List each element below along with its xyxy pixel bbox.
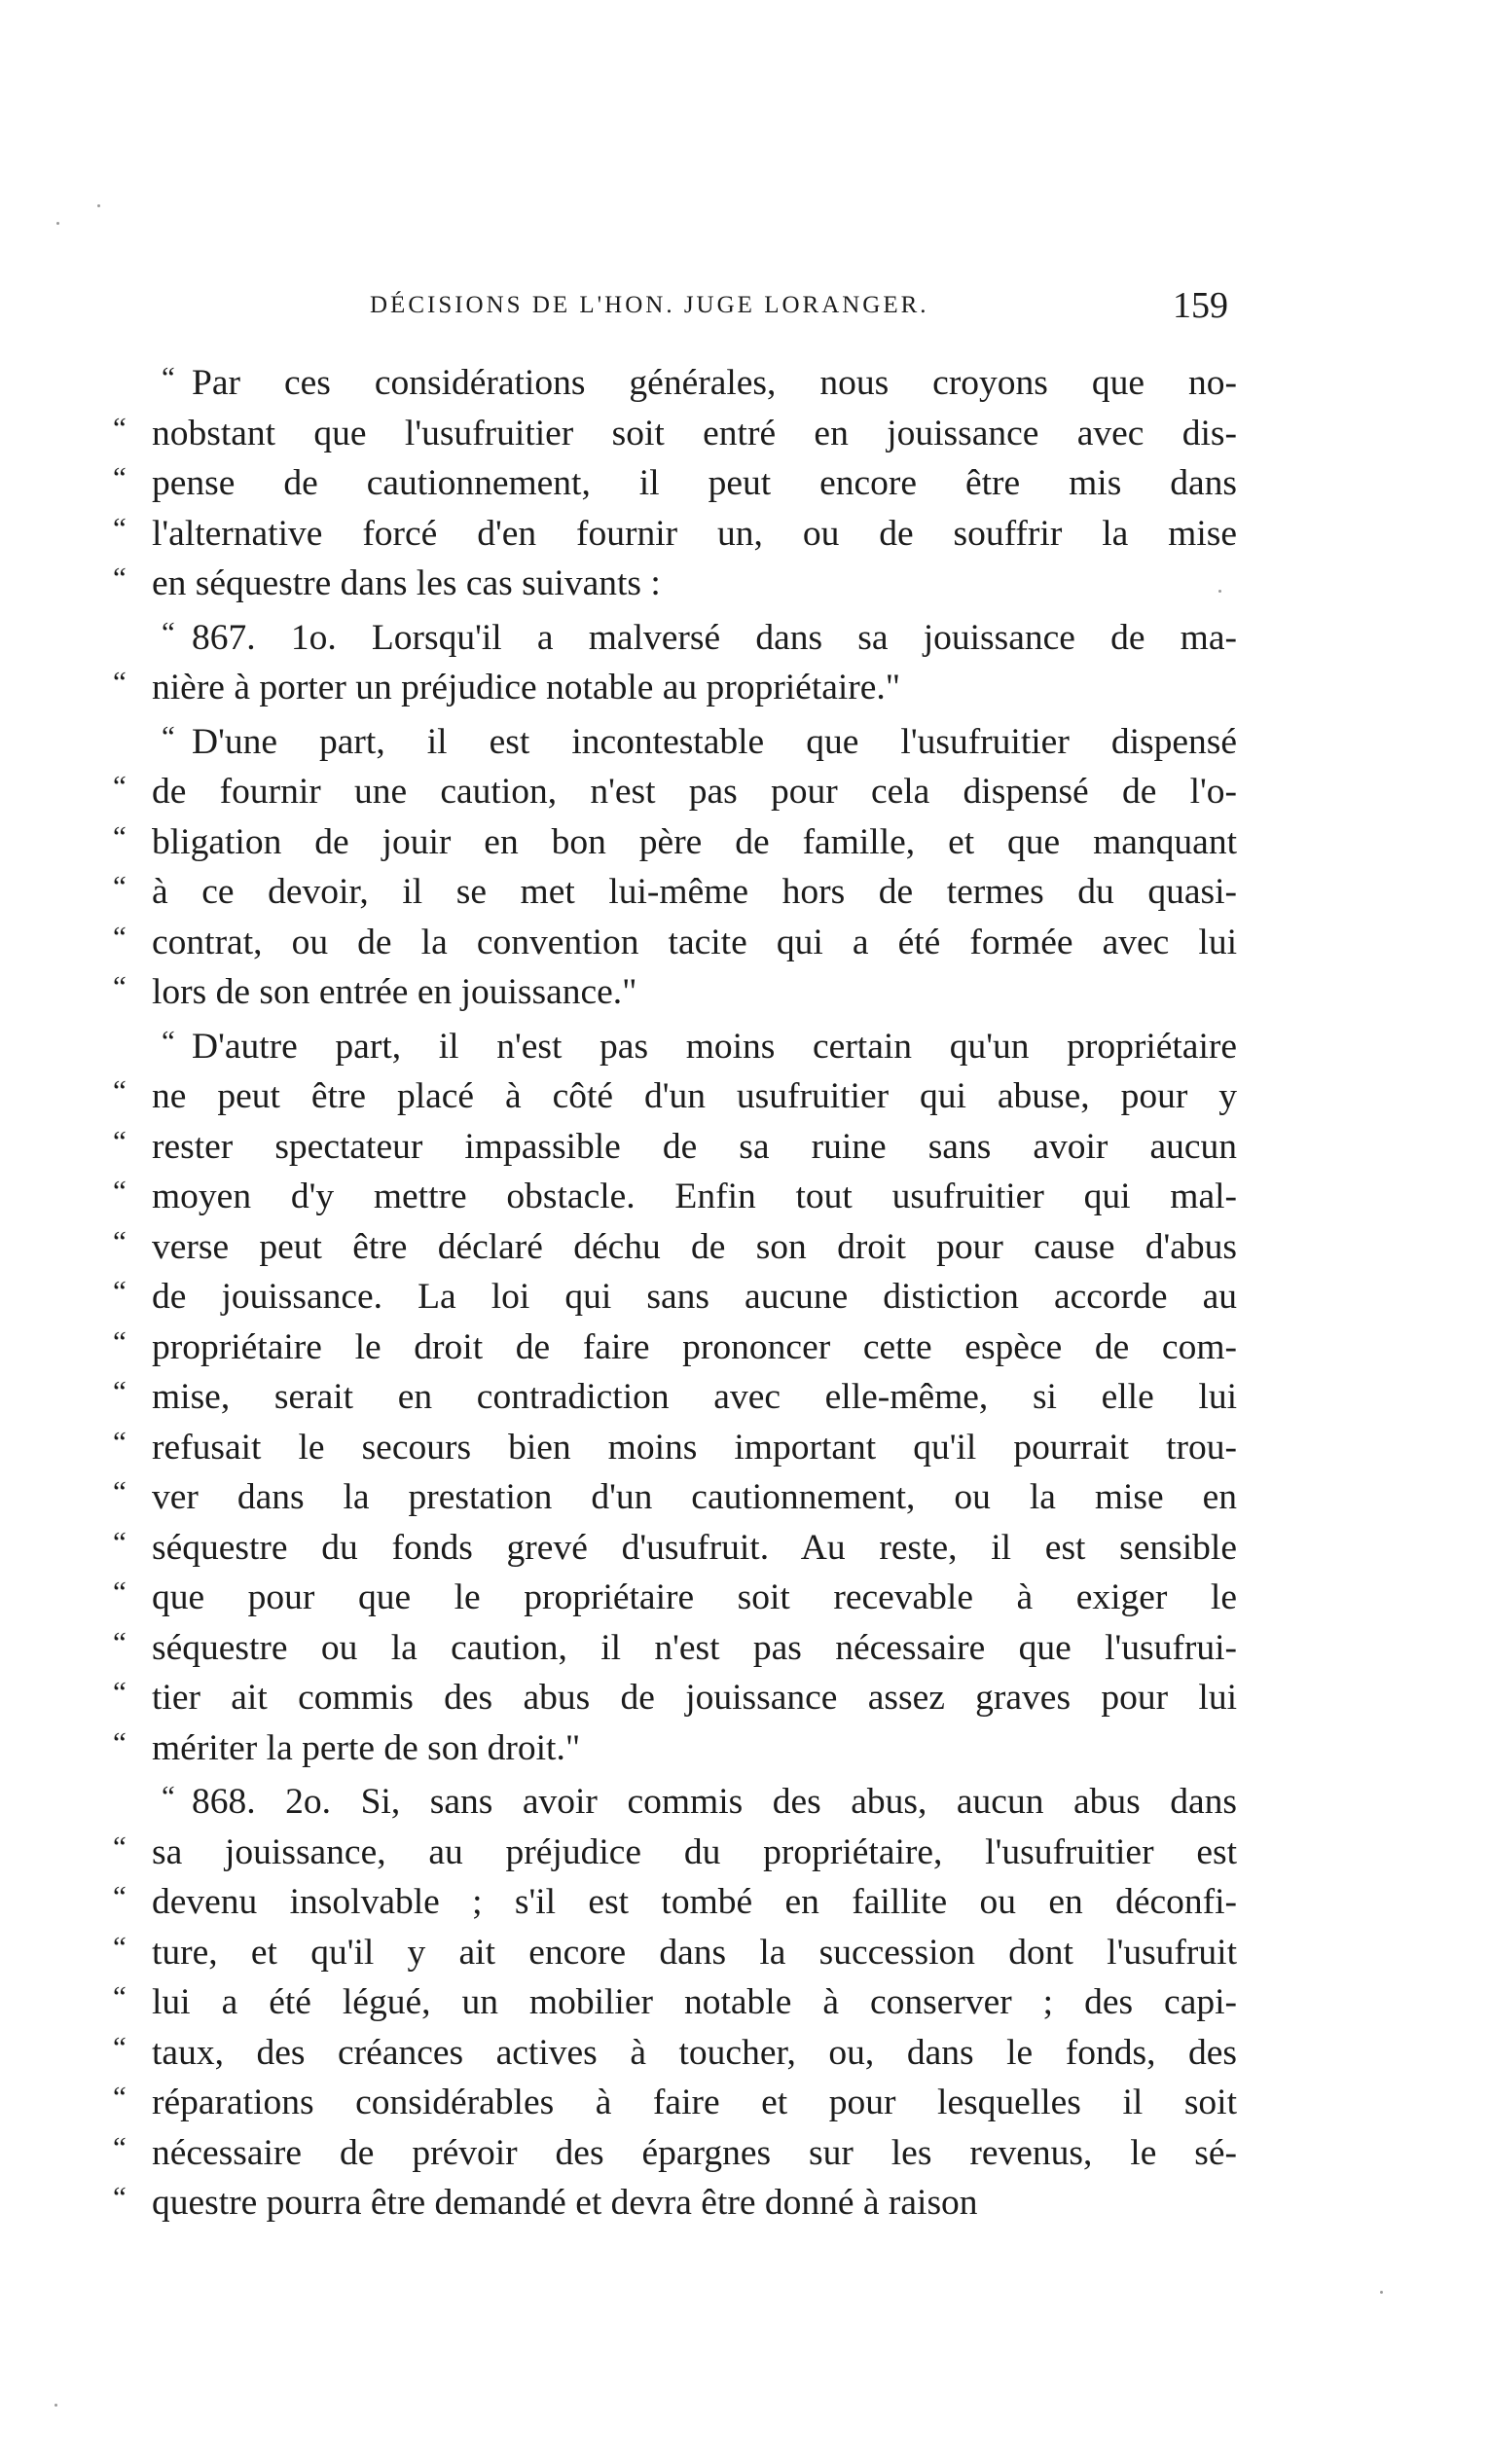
text-line <box>113 2028 1237 2079</box>
line-text: verse peut être déclaré déchu de son droit pour cause d'abus <box>152 1226 1237 1267</box>
line-text: que pour que le propriétaire soit recevable à exiger le <box>152 1577 1237 1617</box>
quote-mark: “ <box>113 510 127 545</box>
line-text: devenu insolvable ; s'il est tombé en faillite ou en déconfi- <box>152 1882 1237 1922</box>
line-text: contrat, ou de la convention tacite qui a été formée avec lui <box>152 922 1237 962</box>
line-text: lors de son entrée en jouissance." <box>152 972 637 1012</box>
text-line <box>113 1071 1237 1122</box>
quote-mark: “ <box>113 818 127 853</box>
text-line <box>113 817 1237 868</box>
line-text: questre pourra être demandé et devra être donné à raison <box>152 2183 978 2223</box>
paper-speck <box>55 2404 57 2407</box>
line-text: 868. 2o. Si, sans avoir commis des abus, aucun abus dans <box>192 1782 1237 1822</box>
quote-mark: “ <box>113 1624 127 1659</box>
text-line <box>113 918 1237 968</box>
quote-mark: “ <box>113 2129 127 2164</box>
quote-mark: “ <box>113 1274 127 1308</box>
text-line <box>113 1828 1237 1878</box>
paragraph <box>113 1022 1237 1774</box>
text-line <box>113 1877 1237 1928</box>
quote-mark: “ <box>113 561 127 595</box>
paragraph <box>113 717 1237 1018</box>
text-line <box>113 2128 1237 2179</box>
line-text: nobstant que l'usufruitier soit entré en jouissance avec dis- <box>152 413 1237 453</box>
text-line <box>113 1977 1237 2028</box>
line-text: tier ait commis des abus de jouissance assez graves pour lui <box>152 1678 1237 1718</box>
line-text: refusait le secours bien moins important qu'il pourrait trou- <box>152 1427 1237 1468</box>
line-text: rester spectateur impassible de sa ruine sans avoir aucun <box>152 1126 1237 1167</box>
line-text: ture, et qu'il y ait encore dans la succession dont l'usufruit <box>152 1932 1237 1973</box>
quote-mark: “ <box>113 869 127 903</box>
running-head: DÉCISIONS DE L'HON. JUGE LORANGER. <box>370 292 929 318</box>
text-line <box>113 1777 1237 1828</box>
quote-mark: “ <box>113 1675 127 1709</box>
paragraph <box>113 1777 1237 2228</box>
quote-mark: “ <box>162 718 175 753</box>
quote-mark: “ <box>113 1724 127 1759</box>
paper-speck <box>1218 590 1221 593</box>
quote-mark: “ <box>162 614 175 649</box>
quote-mark: “ <box>113 1575 127 1609</box>
quote-mark: “ <box>113 1174 127 1208</box>
line-text: D'une part, il est incontestable que l'usufruitier dispensé <box>192 721 1237 762</box>
line-text: ver dans la prestation d'un cautionnement, ou la mise en <box>152 1477 1237 1517</box>
line-text: de jouissance. La loi qui sans aucune distiction accorde au <box>152 1277 1237 1317</box>
quote-mark: “ <box>113 460 127 494</box>
text-line <box>113 559 1237 609</box>
text-line <box>113 1723 1237 1774</box>
text-line <box>113 1472 1237 1523</box>
text-line <box>113 1323 1237 1373</box>
line-text: D'autre part, il n'est pas moins certain qu'un propriétaire <box>192 1026 1237 1067</box>
line-text: moyen d'y mettre obstacle. Enfin tout usufruitier qui mal- <box>152 1177 1237 1216</box>
quote-mark: “ <box>113 2080 127 2114</box>
paragraph <box>113 358 1237 609</box>
quote-mark: “ <box>113 1879 127 1913</box>
text-line <box>113 717 1237 768</box>
page-number: 159 <box>1173 285 1228 326</box>
line-text: en séquestre dans les cas suivants : <box>152 563 661 603</box>
text-line <box>113 1623 1237 1674</box>
quote-mark: “ <box>113 665 127 699</box>
line-text: pense de cautionnement, il peut encore être mis dans <box>152 463 1237 503</box>
quote-mark: “ <box>113 1374 127 1408</box>
text-line <box>113 1172 1237 1222</box>
text-line <box>113 2178 1237 2228</box>
line-text: mise, serait en contradiction avec elle-même, si elle lui <box>152 1377 1237 1417</box>
quote-mark: “ <box>113 1073 127 1107</box>
quote-mark: “ <box>113 1829 127 1864</box>
quote-mark: “ <box>113 1424 127 1459</box>
text-line <box>113 1423 1237 1473</box>
quote-mark: “ <box>113 1323 127 1359</box>
line-text: mériter la perte de son droit." <box>152 1727 581 1768</box>
quote-mark: “ <box>113 2029 127 2064</box>
body-text <box>113 358 1237 2228</box>
text-line <box>113 2078 1237 2128</box>
page-header <box>302 284 1236 333</box>
line-text: ne peut être placé à côté d'un usufruitier qui abuse, pour y <box>152 1076 1237 1116</box>
text-line <box>113 409 1237 459</box>
text-line <box>113 509 1237 560</box>
text-line <box>113 1573 1237 1623</box>
text-line <box>113 1673 1237 1723</box>
text-line <box>113 867 1237 918</box>
line-text: Par ces considérations générales, nous croyons que no- <box>192 363 1237 403</box>
text-line <box>113 663 1237 713</box>
line-text: sa jouissance, au préjudice du propriétaire, l'usufruitier est <box>152 1831 1237 1872</box>
text-line <box>113 767 1237 817</box>
line-text: propriétaire le droit de faire prononcer cette espèce de com- <box>152 1326 1237 1367</box>
quote-mark: “ <box>113 2180 127 2214</box>
quote-mark: “ <box>162 360 175 394</box>
line-text: nécessaire de prévoir des épargnes sur les revenus, le sé- <box>152 2132 1237 2173</box>
line-text: taux, des créances actives à toucher, ou, dans le fonds, des <box>152 2032 1237 2073</box>
text-line <box>113 1222 1237 1273</box>
quote-mark: “ <box>162 1779 175 1813</box>
text-line <box>113 1272 1237 1323</box>
text-line <box>113 1372 1237 1423</box>
paper-speck <box>1380 2291 1383 2294</box>
quote-mark: “ <box>113 1524 127 1559</box>
text-line <box>113 358 1237 409</box>
text-line <box>113 458 1237 509</box>
quote-mark: “ <box>113 410 127 445</box>
text-line <box>113 1523 1237 1574</box>
text-line <box>113 613 1237 664</box>
text-line <box>113 1122 1237 1173</box>
text-line <box>113 1928 1237 1978</box>
quote-mark: “ <box>113 1123 127 1158</box>
text-line <box>113 967 1237 1018</box>
quote-mark: “ <box>113 1979 127 2013</box>
line-text: 867. 1o. Lorsqu'il a malversé dans sa jouissance de ma- <box>192 617 1237 658</box>
text-line <box>113 1022 1237 1072</box>
line-text: lui a été légué, un mobilier notable à conserver ; des capi- <box>152 1982 1237 2022</box>
paper-speck <box>56 222 59 225</box>
quote-mark: “ <box>113 769 127 803</box>
line-text: séquestre du fonds grevé d'usufruit. Au reste, il est sensible <box>152 1527 1237 1568</box>
line-text: l'alternative forcé d'en fournir un, ou de souffrir la mise <box>152 513 1237 554</box>
quote-mark: “ <box>162 1023 175 1058</box>
quote-mark: “ <box>113 1474 127 1508</box>
line-text: séquestre ou la caution, il n'est pas nécessaire que l'usufrui- <box>152 1627 1237 1668</box>
line-text: de fournir une caution, n'est pas pour cela dispensé de l'o- <box>152 772 1237 812</box>
quote-mark: “ <box>113 1223 127 1258</box>
line-text: à ce devoir, il se met lui-même hors de termes du quasi- <box>152 872 1237 912</box>
paragraph <box>113 613 1237 713</box>
quote-mark: “ <box>113 969 127 1003</box>
quote-mark: “ <box>113 1929 127 1964</box>
quote-mark: “ <box>113 919 127 954</box>
paper-speck <box>97 204 100 207</box>
line-text: bligation de jouir en bon père de famille, et que manquant <box>152 821 1237 862</box>
line-text: réparations considérables à faire et pour lesquelles il soit <box>152 2083 1237 2122</box>
line-text: nière à porter un préjudice notable au propriétaire." <box>152 668 901 707</box>
